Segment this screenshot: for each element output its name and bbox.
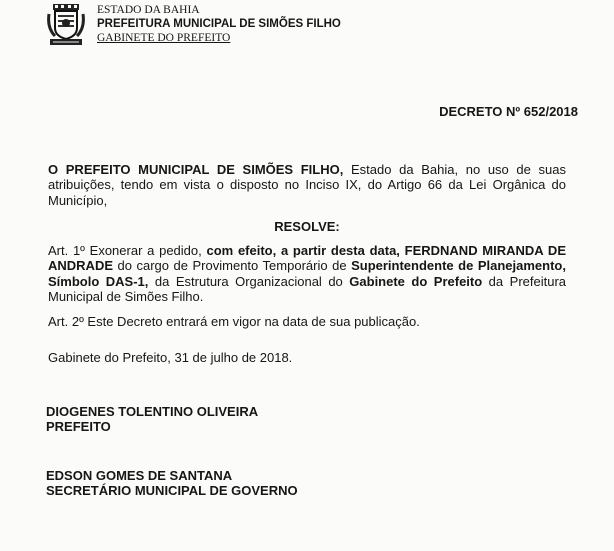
- article-1-text-1: Art. 1º Exonerar a pedido,: [48, 243, 207, 258]
- article-1-bold-1: com efeito, a partir desta data, FERDNAND MIRANDA DE ANDRADE: [48, 243, 566, 274]
- signatory-name: EDSON GOMES DE SANTANA: [46, 468, 233, 483]
- state-name: ESTADO DA BAHIA: [97, 4, 200, 16]
- municipality-name: PREFEITURA MUNICIPAL DE SIMÕES FILHO: [97, 18, 341, 30]
- decree-number: DECRETO Nº 652/2018: [439, 104, 578, 119]
- preamble-paragraph: [48, 162, 566, 208]
- signatory-name: DIOGENES TOLENTINO OLIVEIRA: [46, 404, 259, 419]
- office-name: GABINETE DO PREFEITO: [97, 32, 231, 44]
- signatory-title: SECRETÁRIO MUNICIPAL DE GOVERNO: [46, 483, 298, 498]
- signature-block-mayor: [46, 404, 258, 434]
- article-1-text-2: do cargo de Provimento Temporário de: [113, 258, 352, 274]
- signatory-title: PREFEITO: [46, 419, 111, 434]
- signature-block-secretary: [46, 468, 298, 498]
- preamble-subject: O PREFEITO MUNICIPAL DE SIMÕES FILHO,: [48, 162, 344, 177]
- resolve-heading: RESOLVE:: [274, 219, 340, 234]
- article-1-text-4: da Prefeitura Municipal de Simões Filho.: [48, 273, 567, 304]
- preamble-text: Estado da Bahia, no uso de suas atribuições, tendo em vista o disposto no Inciso IX, do Artigo 66 da Lei Orgânica do Município,: [48, 162, 566, 208]
- dateline: Gabinete do Prefeito, 31 de julho de 2018.: [48, 350, 293, 365]
- article-1-bold-3: Gabinete do Prefeito: [349, 273, 483, 289]
- coat-of-arms-emblem: [47, 4, 85, 46]
- article-2: Art. 2º Este Decreto entrará em vigor na data de sua publicação.: [48, 314, 420, 329]
- article-1: [48, 243, 566, 304]
- article-1-bold-2: Superintendente de Planejamento, Símbolo DAS-1,: [48, 258, 566, 289]
- article-1-text-3: da Estrutura Organizacional do: [148, 273, 350, 289]
